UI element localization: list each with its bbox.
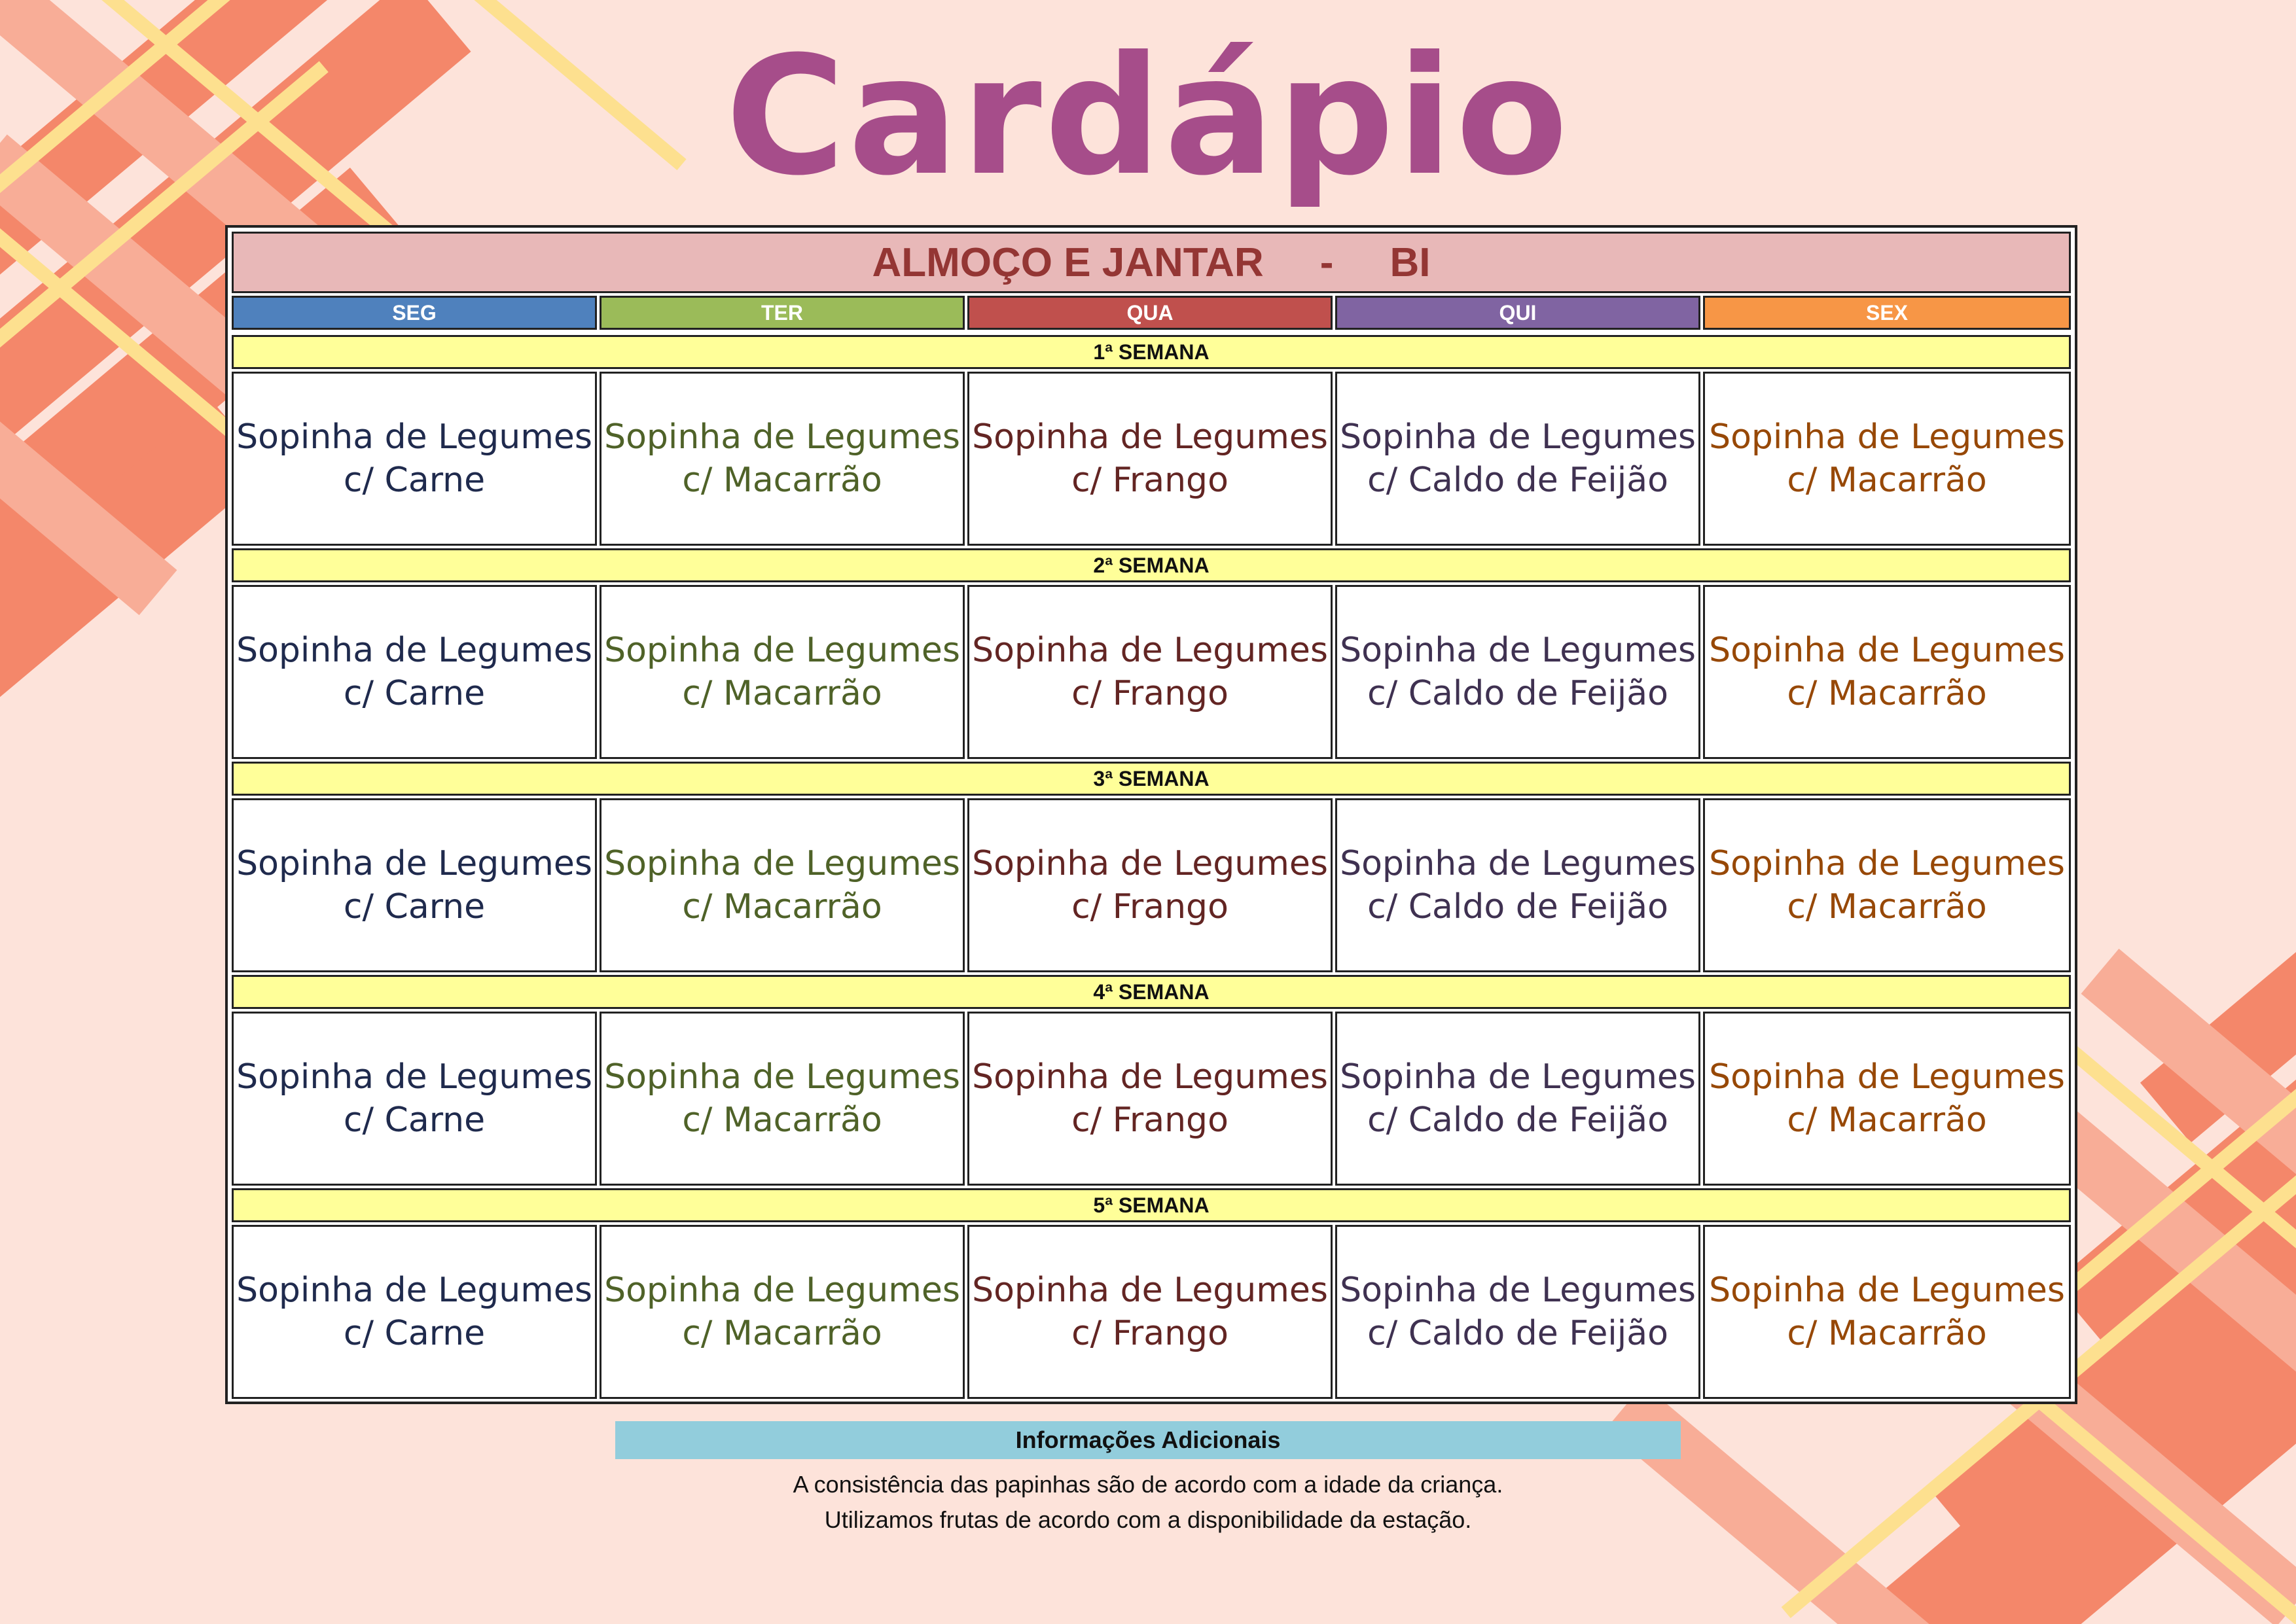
day-header-sex: SEX: [1703, 296, 2071, 330]
meal-name: Sopinha de Legumes: [1340, 1057, 1696, 1097]
meal-addition: c/ Macarrão: [682, 887, 882, 927]
meal-cell: [1335, 1225, 1700, 1399]
day-header-qui: QUI: [1335, 296, 1700, 330]
meal-cell: [232, 585, 597, 759]
meal-addition: c/ Macarrão: [682, 1314, 882, 1353]
day-header-qua: QUA: [967, 296, 1333, 330]
meal-name: Sopinha de Legumes: [972, 417, 1328, 457]
week-label: 3ª SEMANA: [232, 762, 2071, 796]
meal-name: Sopinha de Legumes: [1340, 417, 1696, 457]
meal-cell: [232, 372, 597, 546]
info-line: Utilizamos frutas de acordo com a disponibilidade da estação.: [824, 1506, 1472, 1533]
page-title: Cardápio: [725, 21, 1571, 211]
meal-name: Sopinha de Legumes: [236, 631, 592, 670]
meal-cell: [232, 1012, 597, 1186]
meal-name: Sopinha de Legumes: [236, 1057, 592, 1097]
meal-addition: c/ Macarrão: [1787, 674, 1987, 713]
meal-addition: c/ Frango: [1071, 1314, 1229, 1353]
meal-addition: c/ Frango: [1071, 674, 1229, 713]
meal-addition: c/ Macarrão: [682, 461, 882, 500]
meal-cell: [1703, 798, 2071, 972]
meal-addition: c/ Carne: [343, 1314, 486, 1353]
week-label: 5ª SEMANA: [232, 1188, 2071, 1222]
meal-cell: [600, 798, 965, 972]
meal-cell: [600, 585, 965, 759]
meal-addition: c/ Macarrão: [1787, 887, 1987, 927]
day-header-seg: SEG: [232, 296, 597, 330]
meal-addition: c/ Carne: [343, 1101, 486, 1140]
meal-cell: [967, 798, 1333, 972]
meal-name: Sopinha de Legumes: [972, 844, 1328, 883]
meal-cell: [1335, 372, 1700, 546]
meal-cell: [1703, 1012, 2071, 1186]
meal-name: Sopinha de Legumes: [236, 1271, 592, 1310]
meal-cell: [967, 585, 1333, 759]
info-line: A consistência das papinhas são de acordo com a idade da criança.: [793, 1471, 1503, 1498]
meal-name: Sopinha de Legumes: [972, 1271, 1328, 1310]
table-header: ALMOÇO E JANTAR - BI: [232, 232, 2071, 293]
meal-name: Sopinha de Legumes: [1709, 844, 2065, 883]
meal-name: Sopinha de Legumes: [1340, 844, 1696, 883]
week-label: 2ª SEMANA: [232, 548, 2071, 582]
meal-name: Sopinha de Legumes: [972, 631, 1328, 670]
meal-addition: c/ Caldo de Feijão: [1367, 461, 1668, 500]
meal-cell: [1335, 585, 1700, 759]
meal-addition: c/ Macarrão: [682, 1101, 882, 1140]
meal-addition: c/ Frango: [1071, 1101, 1229, 1140]
meal-name: Sopinha de Legumes: [1709, 1271, 2065, 1310]
meal-name: Sopinha de Legumes: [1709, 417, 2065, 457]
meal-name: Sopinha de Legumes: [1709, 631, 2065, 670]
week-label: 1ª SEMANA: [232, 335, 2071, 369]
menu-table: [225, 225, 2077, 1404]
meal-name: Sopinha de Legumes: [604, 417, 960, 457]
meal-addition: c/ Macarrão: [1787, 1101, 1987, 1140]
meal-cell: [600, 372, 965, 546]
meal-name: Sopinha de Legumes: [604, 844, 960, 883]
meal-name: Sopinha de Legumes: [604, 1057, 960, 1097]
meal-name: Sopinha de Legumes: [1340, 631, 1696, 670]
meal-cell: [600, 1012, 965, 1186]
meal-name: Sopinha de Legumes: [236, 844, 592, 883]
day-header-ter: TER: [600, 296, 965, 330]
meal-name: Sopinha de Legumes: [604, 1271, 960, 1310]
meal-addition: c/ Frango: [1071, 887, 1229, 927]
meal-cell: [232, 1225, 597, 1399]
meal-addition: c/ Carne: [343, 674, 486, 713]
meal-addition: c/ Caldo de Feijão: [1367, 674, 1668, 713]
meal-addition: c/ Macarrão: [1787, 461, 1987, 500]
meal-cell: [967, 1012, 1333, 1186]
meal-cell: [1335, 798, 1700, 972]
meal-cell: [232, 798, 597, 972]
meal-cell: [1335, 1012, 1700, 1186]
week-label: 4ª SEMANA: [232, 975, 2071, 1009]
meal-name: Sopinha de Legumes: [604, 631, 960, 670]
info-heading: Informações Adicionais: [615, 1421, 1681, 1459]
meal-name: Sopinha de Legumes: [972, 1057, 1328, 1097]
meal-cell: [967, 372, 1333, 546]
meal-cell: [1703, 372, 2071, 546]
meal-addition: c/ Frango: [1071, 461, 1229, 500]
meal-addition: c/ Macarrão: [1787, 1314, 1987, 1353]
meal-addition: c/ Macarrão: [682, 674, 882, 713]
meal-cell: [600, 1225, 965, 1399]
meal-cell: [967, 1225, 1333, 1399]
meal-addition: c/ Carne: [343, 887, 486, 927]
meal-addition: c/ Caldo de Feijão: [1367, 1314, 1668, 1353]
meal-name: Sopinha de Legumes: [1709, 1057, 2065, 1097]
meal-cell: [1703, 585, 2071, 759]
meal-addition: c/ Caldo de Feijão: [1367, 1101, 1668, 1140]
meal-addition: c/ Carne: [343, 461, 486, 500]
meal-name: Sopinha de Legumes: [1340, 1271, 1696, 1310]
meal-addition: c/ Caldo de Feijão: [1367, 887, 1668, 927]
meal-name: Sopinha de Legumes: [236, 417, 592, 457]
meal-cell: [1703, 1225, 2071, 1399]
